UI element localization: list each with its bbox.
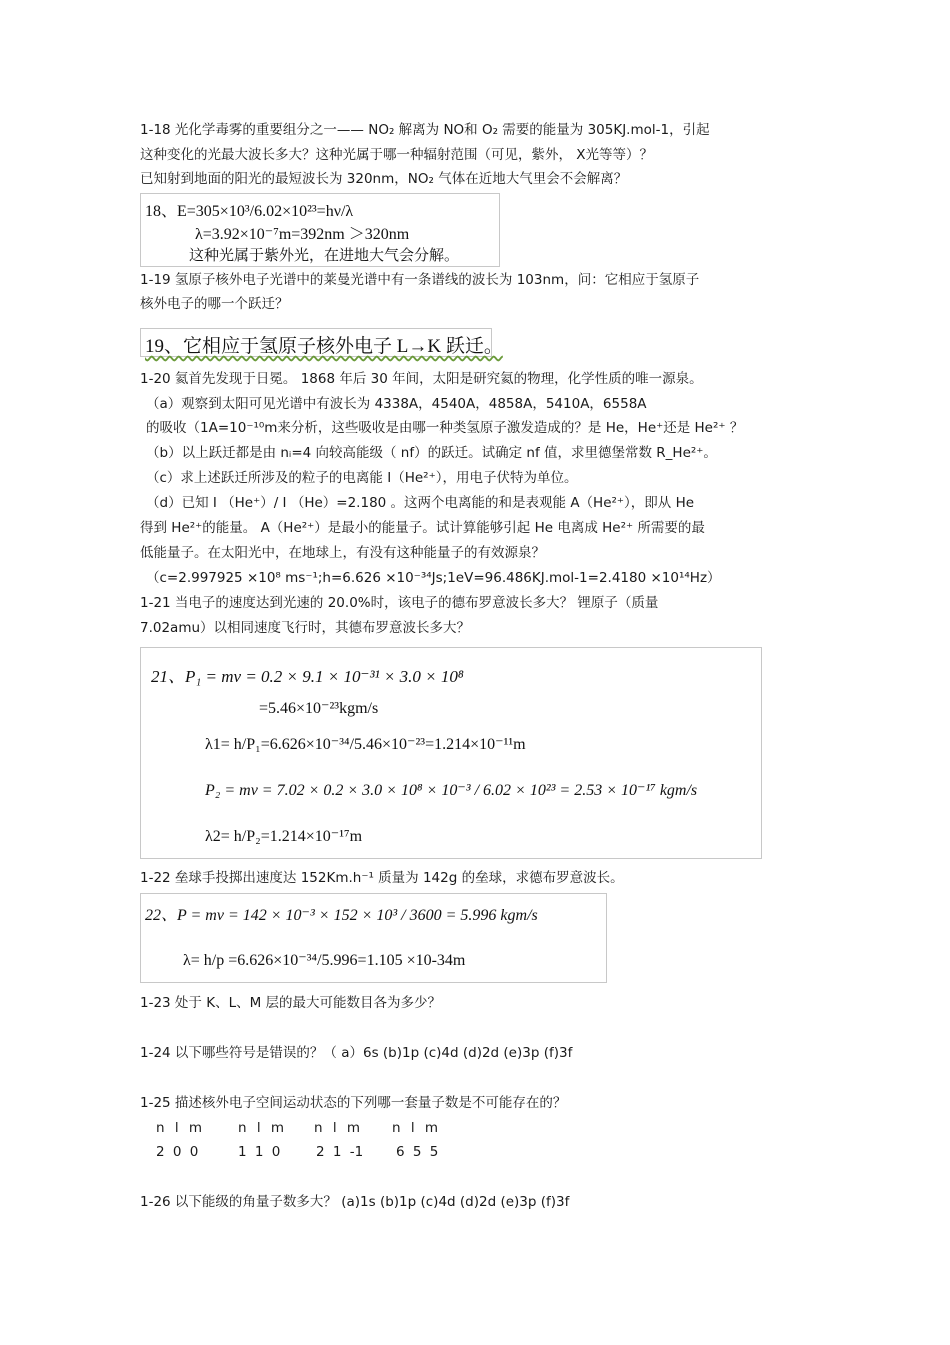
q20-line-8: 低能量子。在太阳光中，在地球上，有没有这种能量子的有效源泉？ [140, 545, 545, 561]
q21-line-1: 1-21 当电子的速度达到光速的 20.0%时，该电子的德布罗意波长多大？ 锂原子（质量 [140, 595, 659, 611]
q25-line-1: 1-25 描述核外电子空间运动状态的下列哪一套量子数是不可能存在的？ [140, 1095, 567, 1111]
q25-header-4: n l m [392, 1120, 439, 1136]
q18-line-2: 这种变化的光最大波长多大？这种光属于哪一种辐射范围（可见，紫外， X光等等）？ [140, 147, 654, 163]
q20-line-9: （c=2.997925 ×10⁸ ms⁻¹;h=6.626 ×10⁻³⁴Js;1eV=96.486KJ.mol-1=2.4180 ×10¹⁴Hz） [146, 570, 721, 586]
q24-line-1: 1-24 以下哪些符号是错误的？（ a）6s (b)1p (c)4d (d)2d (e)3p (f)3f [140, 1045, 573, 1061]
q19-line-2: 核外电子的哪一个跃迁？ [140, 296, 289, 312]
q18-answer-line-2: λ=3.92×10⁻⁷m=392nm ＞320nm [195, 226, 410, 243]
q22-answer-image [140, 893, 607, 983]
q20-line-3: 的吸收（1A=10⁻¹⁰m来分析，这些吸收是由哪一种类氢原子激发造成的？是 He，He⁺还是 He²⁺ ？ [146, 420, 744, 436]
q21-answer-image [140, 647, 762, 859]
q20-line-1: 1-20 氦首先发现于日冕。 1868 年后 30 年间，太阳是研究氦的物理，化学性质的唯一源泉。 [140, 371, 703, 387]
q20-line-2: （a）观察到太阳可见光谱中有波长为 4338A，4540A，4858A，5410A，6558A [146, 396, 647, 412]
q25-set-3: 2 1 -1 [316, 1144, 364, 1160]
q26-line-1: 1-26 以下能级的角量子数多大？ (a)1s (b)1p (c)4d (d)2d (e)3p (f)3f [140, 1194, 570, 1210]
q25-header-1: n l m [156, 1120, 203, 1136]
q25-set-2: 1 1 0 [238, 1144, 281, 1160]
q23-line-1: 1-23 处于 K、L、M 层的最大可能数目各为多少？ [140, 995, 442, 1011]
q21-answer-line-2: =5.46×10⁻²³kgm/s [259, 700, 379, 717]
q18-line-1: 1-18 光化学毒雾的重要组分之一—— NO₂ 解离为 NO和 O₂ 需要的能量为 305KJ.mol-1，引起 [140, 122, 710, 138]
q25-header-3: n l m [314, 1120, 361, 1136]
q19-answer-line: 19、它相应于氢原子核外电子 L→K 跃迁。 [145, 336, 503, 357]
q21-line-2: 7.02amu）以相同速度飞行时，其德布罗意波长多大？ [140, 620, 471, 636]
q22-line-1: 1-22 垒球手投掷出速度达 152Km.h⁻¹ 质量为 142g 的垒球，求德布罗意波长。 [140, 870, 624, 886]
q21-answer-line-1: 21、P₁ = mv = 0.2 × 9.1 × 10⁻³¹ × 3.0 × 10⁸ [151, 667, 464, 686]
q19-answer-image [140, 328, 503, 357]
q19-line-1: 1-19 氢原子核外电子光谱中的莱曼光谱中有一条谱线的波长为 103nm，问：它相应于氢原子 [140, 272, 700, 288]
q22-answer-line-1: 22、P = mv = 142 × 10⁻³ × 152 × 10³ / 3600 = 5.996 kgm/s [145, 907, 538, 924]
q21-answer-line-4: P₂ = mv = 7.02 × 0.2 × 3.0 × 10⁸ × 10⁻³ / 6.02 × 10²³ = 2.53 × 10⁻¹⁷ kgm/s [205, 782, 698, 799]
q25-set-4: 6 5 5 [396, 1144, 439, 1160]
q20-line-7: 得到 He²⁺的能量。 A（He²⁺）是最小的能量子。试计算能够引起 He 电离成 He²⁺ 所需要的最 [140, 520, 705, 536]
q20-line-6: （d）已知 I （He⁺）/ I （He）=2.180 。这两个电离能的和是表观能 A（He²⁺），即从 He [146, 495, 695, 511]
q18-answer-image [140, 193, 500, 267]
q22-answer-line-2: λ= h/p =6.626×10⁻³⁴/5.996=1.105 ×10-34m [183, 952, 466, 969]
q25-header-2: n l m [238, 1120, 285, 1136]
q21-answer-line-5: λ2= h/P₂=1.214×10⁻¹⁷m [205, 828, 363, 845]
q20-line-4: （b）以上跃迁都是由 nᵢ=4 向较高能级（ nf）的跃迁。试确定 nf 值，求里德堡常数 R_He²⁺。 [146, 445, 717, 461]
q25-set-1: 2 0 0 [156, 1144, 199, 1160]
q18-answer-line-1: 18、E=305×10³/6.02×10²³=hν/λ [145, 203, 354, 220]
q20-line-5: （c）求上述跃迁所涉及的粒子的电离能 I（He²⁺），用电子伏特为单位。 [146, 470, 578, 486]
q18-line-3: 已知射到地面的阳光的最短波长为 320nm，NO₂ 气体在近地大气里会不会解离？ [140, 171, 628, 187]
q18-answer-line-3: 这种光属于紫外光，在进地大气会分解。 [189, 248, 460, 264]
q21-answer-line-3: λ1= h/P₁=6.626×10⁻³⁴/5.46×10⁻²³=1.214×10⁻¹¹m [205, 736, 526, 753]
